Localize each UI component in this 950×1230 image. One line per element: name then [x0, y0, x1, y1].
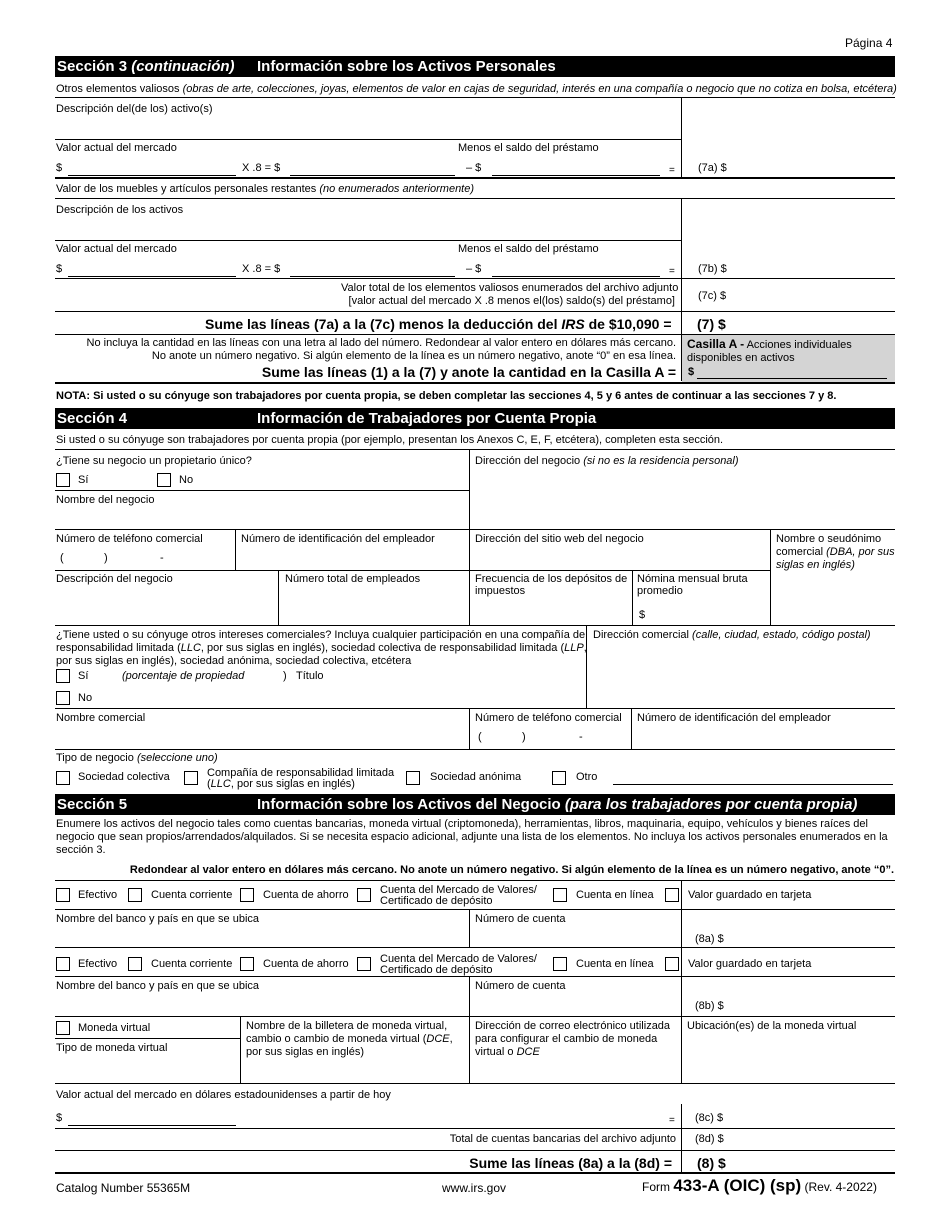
acct2-checking-label: Cuenta corriente [151, 958, 233, 970]
section-4-heading: Información de Trabajadores por Cuenta Propia [257, 410, 597, 427]
minus-dollar: – $ [466, 162, 482, 174]
employees-field[interactable] [282, 588, 466, 622]
attached-total-line-2: [valor actual del mercado X .8 menos el(los) saldo(s) del préstamo] [348, 295, 675, 307]
sole-prop-yes-checkbox[interactable] [56, 473, 70, 487]
title-label: Título [296, 670, 324, 682]
type-partnership-checkbox[interactable] [56, 771, 70, 785]
biz-phone-field[interactable] [56, 548, 232, 568]
ownership-pct-label: (porcentaje de propiedad [122, 670, 245, 682]
biz-desc-field[interactable] [56, 588, 276, 622]
acct1-num-field[interactable] [472, 927, 678, 945]
sole-prop-no-label: No [179, 474, 194, 486]
ein-label: Número de identificación del empleador [241, 533, 435, 545]
sum-box-a-label: Sume las líneas (1) a la (7) y anote la cantidad en la Casilla A = [261, 364, 676, 380]
dollar-sign: $ [56, 263, 63, 275]
type-corp-checkbox[interactable] [406, 771, 420, 785]
acct1-online-label: Cuenta en línea [576, 889, 654, 901]
comm-ein-field[interactable] [634, 727, 892, 747]
acct2-online-label: Cuenta en línea [576, 958, 654, 970]
section-3-header [55, 56, 895, 77]
comm-address-label: Dirección comercial (calle, ciudad, estado, código postal) [593, 629, 871, 641]
attached-bank-total-label: Total de cuentas bancarias del archivo adjunto [449, 1133, 676, 1145]
note-line-1: No incluya la cantidad en las líneas con una letra al lado del número. Redondear al valor entero en dólares más cercano. [86, 337, 676, 349]
other-interests-line-2: responsabilidad limitada (LLC, por sus siglas en inglés), sociedad colectiva de responsabilidad limitada (LLP, [56, 642, 587, 654]
comm-address-field[interactable] [590, 644, 892, 706]
vc-market-value-label: Valor actual del mercado en dólares estadounidenses a partir de hoy [56, 1089, 391, 1101]
email-label-2: para configurar el cambio de moneda [475, 1033, 658, 1045]
phone-dash: - [160, 552, 164, 564]
type-other-checkbox[interactable] [552, 771, 566, 785]
other-interests-line-3: por sus siglas en inglés), sociedad anónima, sociedad colectiva, etcétera [56, 655, 412, 667]
assets-description-field[interactable] [56, 217, 680, 239]
biz-name-label: Nombre del negocio [56, 494, 155, 506]
line-8c-field[interactable] [732, 1108, 894, 1126]
dollar-sign: $ [56, 1112, 63, 1124]
line-7: (7) $ [697, 316, 726, 332]
box-a-field[interactable] [697, 378, 887, 379]
acct2-cash-label: Efectivo [78, 958, 118, 970]
equals-sign: = [669, 165, 675, 176]
comm-name-label: Nombre comercial [56, 712, 146, 724]
other-interests-yes-checkbox[interactable] [56, 669, 70, 683]
payroll-dollar: $ [639, 609, 646, 621]
phone-dash: - [579, 731, 583, 743]
line-8b: (8b) $ [695, 1000, 724, 1012]
dba-label-1: Nombre o seudónimo [776, 533, 882, 545]
bank2-name-label: Nombre del banco y país en que se ubica [56, 980, 260, 992]
market-value-08-field-2[interactable] [290, 276, 455, 277]
line-7c-field[interactable] [730, 286, 894, 304]
acct2-online-checkbox[interactable] [553, 957, 567, 971]
type-llc-label-2: (LLC, por sus siglas en inglés) [207, 778, 355, 790]
acct1-card-checkbox[interactable] [665, 888, 679, 902]
payroll-field[interactable] [650, 604, 768, 622]
type-other-label: Otro [576, 771, 598, 783]
sum-line-8-label: Sume las líneas (8a) a la (8d) = [469, 1155, 672, 1171]
acct1-cash-checkbox[interactable] [56, 888, 70, 902]
biz-phone-label: Número de teléfono comercial [56, 533, 203, 545]
acct2-checking-checkbox[interactable] [128, 957, 142, 971]
type-llc-checkbox[interactable] [184, 771, 198, 785]
market-value-field[interactable] [68, 175, 236, 176]
sole-prop-no-checkbox[interactable] [157, 473, 171, 487]
type-llc-label-1: Compañía de responsabilidad limitada [207, 767, 395, 779]
box-a-dollar: $ [688, 366, 695, 378]
type-corp-label: Sociedad anónima [430, 771, 522, 783]
wallet-label-1: Nombre de la billetera de moneda virtual, [246, 1020, 448, 1032]
email-field[interactable] [472, 1060, 678, 1080]
line-8c: (8c) $ [695, 1112, 724, 1124]
biz-address-label: Dirección del negocio (si no es la residencia personal) [475, 455, 739, 467]
payroll-label-1: Nómina mensual bruta [637, 573, 748, 585]
website-label: Dirección del sitio web del negocio [475, 533, 644, 545]
assets-description-label: Descripción de los activos [56, 204, 184, 216]
section-3-heading: Información sobre los Activos Personales [257, 58, 556, 75]
acct1-checking-checkbox[interactable] [128, 888, 142, 902]
times-08: X .8 = $ [242, 263, 281, 275]
market-value-field-2[interactable] [68, 276, 236, 277]
acct2-num-field[interactable] [472, 994, 678, 1014]
payroll-label-2: promedio [637, 585, 683, 597]
attached-total-line-1: Valor total de los elementos valiosos enumerados del archivo adjunto [341, 282, 679, 294]
acct2-num-label: Número de cuenta [475, 980, 566, 992]
comm-ein-label: Número de identificación del empleador [637, 712, 831, 724]
other-valuables-label: Otros elementos valiosos (obras de arte, colecciones, joyas, elementos de valor en cajas de seguridad, interés en una compañía o negocio que no cotiza en bolsa, etcétera) [56, 83, 897, 95]
other-interests-no-label: No [78, 692, 93, 704]
nota-text: NOTA: Si usted o su cónyuge son trabajadores por cuenta propia, se deben completar las secciones 4, 5 y 6 antes de continuar a las secciones 7 y 8. [56, 390, 837, 402]
ein-field[interactable] [240, 548, 466, 568]
section-5-intro-2: negocio que sean propios/arrendados/alquilados. Si se necesita espacio adicional, adjunte una lista de los elementos. No incluya los activos personales enumerados en la [56, 831, 888, 843]
acct1-mm-checkbox[interactable] [357, 888, 371, 902]
form-number: Form 433-A (OIC) (sp) (Rev. 4-2022) [642, 1176, 877, 1195]
bank1-name-label: Nombre del banco y país en que se ubica [56, 913, 260, 925]
other-interests-no-checkbox[interactable] [56, 691, 70, 705]
sole-prop-yes-label: Sí [78, 474, 89, 486]
equals-sign: = [669, 1115, 675, 1126]
acct1-online-checkbox[interactable] [553, 888, 567, 902]
catalog-number: Catalog Number 55365M [56, 1181, 191, 1195]
deposit-freq-label-1: Frecuencia de los depósitos de [475, 573, 628, 585]
wallet-field[interactable] [244, 1060, 466, 1080]
line-8a: (8a) $ [695, 933, 724, 945]
line-8: (8) $ [697, 1155, 726, 1171]
biz-address-field[interactable] [472, 470, 892, 526]
email-label-1: Dirección de correo electrónico utilizada [475, 1020, 671, 1032]
furniture-label: Valor de los muebles y artículos personales restantes (no enumerados anteriormente) [56, 183, 475, 195]
line-7a-field[interactable] [730, 158, 894, 176]
note-line-2: No anote un número negativo. Si algún elemento de la línea es un número negativo, anote “0” en esa línea. [151, 350, 676, 362]
title-field[interactable] [335, 666, 583, 684]
sum-line-7-label: Sume las líneas (7a) a la (7c) menos la deducción del IRS de $10,090 = [205, 316, 672, 332]
box-a-desc: disponibles en activos [687, 352, 795, 364]
type-other-field[interactable] [613, 784, 893, 785]
box-a-title: Casilla A - Acciones individuales [687, 337, 852, 351]
round-note: Redondear al valor entero en dólares más cercano. No anote un número negativo. Si algún elemento de la línea es un número negativo, anote “0”. [129, 864, 894, 876]
line-7b-field[interactable] [730, 259, 894, 277]
section-5-intro-1: Enumere los activos del negocio tales como cuentas bancarias, moneda virtual (criptomoneda), herramientas, libros, maquinaria, equipo, vehículos y bienes raíces del [56, 818, 868, 830]
acct2-mm-label-2: Certificado de depósito [380, 964, 493, 976]
page-number: Página 4 [845, 36, 893, 50]
sole-prop-question: ¿Tiene su negocio un propietario único? [56, 455, 252, 467]
comm-phone-field[interactable] [472, 727, 629, 747]
acct1-cash-label: Efectivo [78, 889, 118, 901]
vc-market-value-field[interactable] [68, 1125, 236, 1126]
section-4-title: Sección 4 [57, 410, 128, 427]
employees-label: Número total de empleados [285, 573, 421, 585]
deposit-freq-label-2: impuestos [475, 585, 526, 597]
line-8-field[interactable] [732, 1152, 894, 1171]
line-8d: (8d) $ [695, 1133, 724, 1145]
vc-location-label: Ubicación(es) de la moneda virtual [687, 1020, 857, 1032]
acct2-savings-label: Cuenta de ahorro [263, 958, 349, 970]
acct2-savings-checkbox[interactable] [240, 957, 254, 971]
dba-label-2: comercial (DBA, por sus [776, 546, 895, 558]
asset-description-field[interactable] [56, 116, 680, 138]
line-8d-field[interactable] [732, 1130, 894, 1149]
loan-balance-field[interactable] [492, 175, 660, 176]
market-value-08-field[interactable] [290, 175, 455, 176]
market-value-label: Valor actual del mercado [56, 142, 177, 154]
ownership-paren-close: ) [283, 670, 287, 682]
acct1-card-label: Valor guardado en tarjeta [688, 889, 812, 901]
deposit-freq-field[interactable] [472, 598, 630, 622]
acct1-checking-label: Cuenta corriente [151, 889, 233, 901]
biz-name-field[interactable] [56, 508, 466, 528]
acct2-mm-checkbox[interactable] [357, 957, 371, 971]
irs-website: www.irs.gov [442, 1181, 507, 1195]
section-4-header [55, 408, 895, 429]
section-3-continued: (continuación) [131, 58, 235, 75]
vc-type-label: Tipo de moneda virtual [56, 1042, 168, 1054]
line-8a-field[interactable] [732, 929, 894, 945]
line-7b: (7b) $ [698, 263, 727, 275]
line-7-field[interactable] [730, 313, 894, 332]
dba-label-3: siglas en inglés) [776, 559, 855, 571]
acct2-cash-checkbox[interactable] [56, 957, 70, 971]
wallet-label-3: por sus siglas en inglés) [246, 1046, 365, 1058]
acct2-mm-label-1: Cuenta del Mercado de Valores/ [380, 953, 537, 965]
section-5-intro-3: sección 3. [56, 844, 106, 856]
asset-description-label: Descripción del(de los) activo(s) [56, 103, 213, 115]
other-interests-yes-label: Sí [78, 670, 89, 682]
phone-paren-close: ) [522, 731, 526, 743]
comm-name-field[interactable] [56, 727, 466, 747]
acct2-card-checkbox[interactable] [665, 957, 679, 971]
biz-desc-label: Descripción del negocio [56, 573, 173, 585]
loan-balance-label: Menos el saldo del préstamo [458, 142, 599, 154]
comm-phone-label: Número de teléfono comercial [475, 712, 622, 724]
wallet-label-2: cambio o cambio de moneda virtual (DCE, [246, 1033, 453, 1045]
acct1-savings-label: Cuenta de ahorro [263, 889, 349, 901]
line-7c: (7c) $ [698, 290, 727, 302]
section-5-header [55, 794, 895, 815]
bank1-name-field[interactable] [56, 927, 466, 945]
phone-paren-open: ( [478, 731, 482, 743]
acct1-mm-label-2: Certificado de depósito [380, 895, 493, 907]
minus-dollar: – $ [466, 263, 482, 275]
line-7a: (7a) $ [698, 162, 727, 174]
acct1-num-label: Número de cuenta [475, 913, 566, 925]
section-5-heading: Información sobre los Activos del Negocio (para los trabajadores por cuenta propia) [257, 796, 858, 813]
type-partnership-label: Sociedad colectiva [78, 771, 170, 783]
loan-balance-field-2[interactable] [492, 276, 660, 277]
section-4-intro: Si usted o su cónyuge son trabajadores por cuenta propia (por ejemplo, presentan los Anexos C, E, F, etcétera), completen esta sección. [56, 434, 724, 446]
biz-type-label: Tipo de negocio (seleccione uno) [56, 752, 218, 764]
loan-balance-label-2: Menos el saldo del préstamo [458, 243, 599, 255]
virtual-currency-label: Moneda virtual [78, 1022, 151, 1034]
phone-paren-close: ) [104, 552, 108, 564]
vc-type-field[interactable] [56, 1056, 238, 1080]
virtual-currency-checkbox[interactable] [56, 1021, 70, 1035]
vc-location-field[interactable] [685, 1035, 893, 1080]
other-interests-line-1: ¿Tiene usted o su cónyuge otros intereses comerciales? Incluya cualquier participación en una compañía de [56, 629, 586, 641]
market-value-label-2: Valor actual del mercado [56, 243, 177, 255]
section-3-title: Sección 3 [57, 58, 128, 75]
email-label-3: virtual o DCE [475, 1046, 540, 1058]
bank2-name-field[interactable] [56, 994, 466, 1014]
dollar-sign: $ [56, 162, 63, 174]
equals-sign: = [669, 266, 675, 277]
phone-paren-open: ( [60, 552, 64, 564]
acct1-mm-label-1: Cuenta del Mercado de Valores/ [380, 884, 537, 896]
section-5-title: Sección 5 [57, 796, 128, 813]
acct2-card-label: Valor guardado en tarjeta [688, 958, 812, 970]
line-8b-field[interactable] [732, 996, 894, 1014]
website-field[interactable] [472, 548, 768, 568]
times-08: X .8 = $ [242, 162, 281, 174]
acct1-savings-checkbox[interactable] [240, 888, 254, 902]
